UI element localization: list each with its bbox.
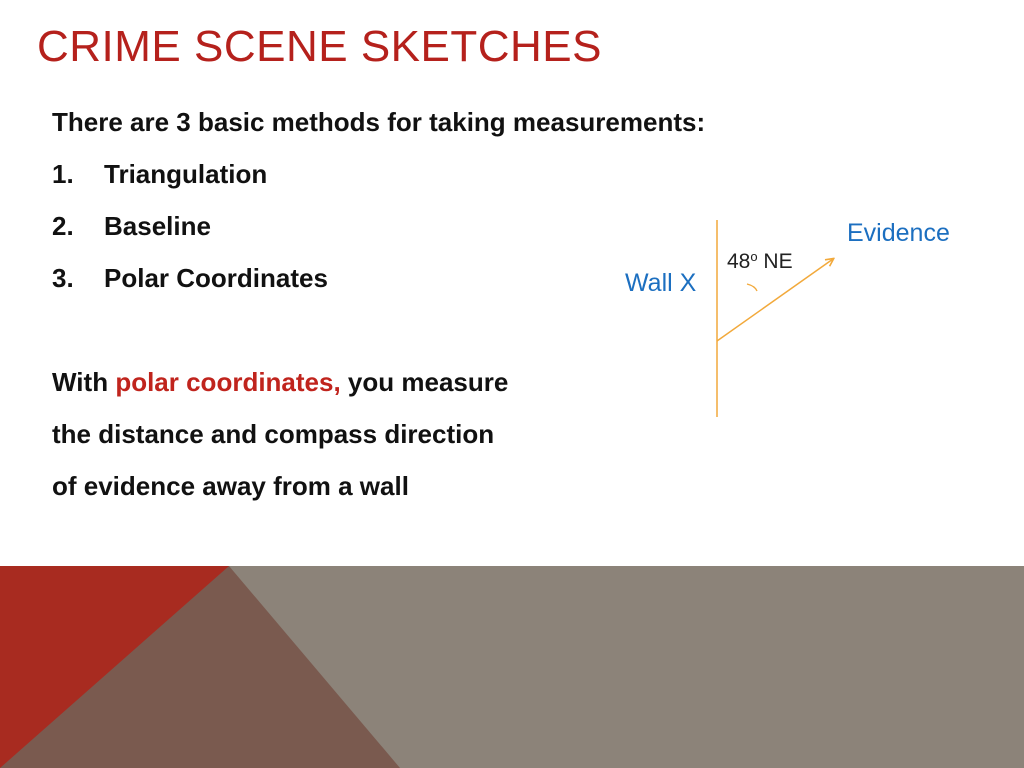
angle-arc — [747, 284, 757, 291]
angle-direction: NE — [757, 250, 793, 273]
explanation-suffix: you measure — [340, 367, 509, 397]
wall-label: Wall X — [625, 269, 697, 297]
method-number: 2. — [52, 211, 74, 241]
degree-symbol: o — [750, 249, 758, 264]
method-label: Baseline — [104, 211, 211, 241]
explanation-line-2: the distance and compass direction — [52, 419, 495, 449]
method-number: 3. — [52, 263, 74, 293]
slide-title: CRIME SCENE SKETCHES — [37, 22, 602, 71]
method-label: Polar Coordinates — [104, 263, 328, 293]
evidence-label: Evidence — [847, 219, 950, 247]
intro-text: There are 3 basic methods for taking measurements: — [52, 107, 706, 137]
explanation-highlight: polar coordinates, — [115, 367, 341, 397]
angle-value: 48 — [727, 250, 751, 273]
polar-coordinate-diagram — [600, 205, 980, 435]
footer-decoration — [0, 566, 1024, 768]
method-item-triangulation — [52, 152, 705, 204]
method-number: 1. — [52, 159, 74, 189]
method-label: Triangulation — [104, 159, 268, 189]
angle-label — [727, 249, 793, 274]
explanation-prefix: With — [52, 367, 116, 397]
explanation-line-3: of evidence away from a wall — [52, 471, 409, 501]
